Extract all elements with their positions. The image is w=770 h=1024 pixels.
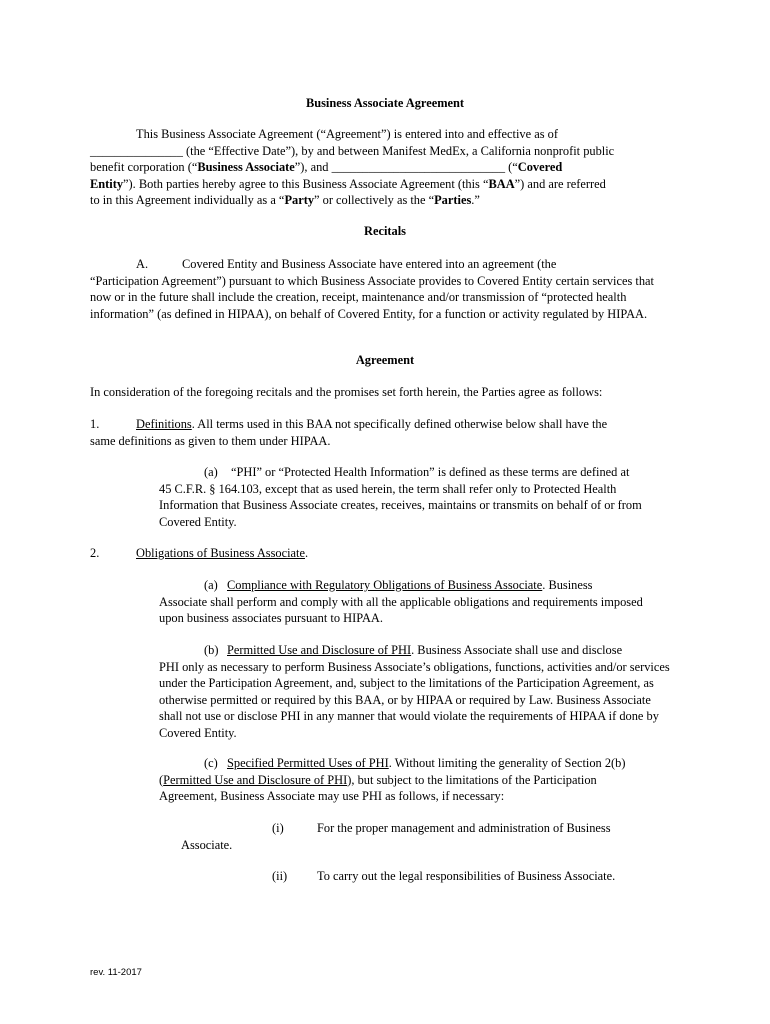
revision-footer: rev. 11-2017 [90, 967, 142, 978]
covered-entity-blank: ____________________________ [331, 160, 506, 174]
recitals-heading: Recitals [364, 224, 406, 238]
section-2-number: 2. [90, 546, 100, 560]
section-1-title: Definitions [136, 417, 192, 431]
recital-a-marker: A. [136, 257, 149, 271]
effective-date-blank: _______________ [90, 143, 183, 158]
document-page: Business Associate Agreement This Business Associate Agreement (“Agreement”) is entered into and effective as of _______________ (the “Effective Date”), by and between Manifest MedEx, a California nonprofit public benefit corporation (“Business Associate”), and ____________________________ (“Covered Entity”). Both parties hereby agree to this Business Associate Agreement (this “BAA”) and are referred to in this Agreement individually as a “Party” or collectively as the “Parties.” Recitals A. Covered Entity and Business Associate have entered into an agreement (the “Participation Agreement”) pursuant to which Business Associate provides to Covered Entity certain services that now or in the future shall include the creation, receipt, maintenance and/or transmission of “protected health information” (as defined in HIPAA), on behalf of Covered Entity, for a function or activity regulated by HIPAA. Agreement In consideration of the foregoing recitals and the promises set forth herein, the Parties agree as follows: 1. Definitions. All terms used in this BAA not specifically defined otherwise below shall have the same definitions as given to them under HIPAA. (a) “PHI” or “Protected Health Information” is defined as these terms are defined at 45 C.F.R. § 164.103, except that as used herein, the term shall refer only to Protected Health Information that Business Associate creates, receives, maintains or transmits on behalf of or from Covered Entity. 2. Obligations of Business Associate. (a) Compliance with Regulatory Obligations of Business Associate. Business Associate shall perform and comply with all the applicable obligations and requirements imposed upon business associates pursuant to HIPAA. (b) Permitted Use and Disclosure of PHI. Business Associate shall use and disclose PHI only as necessary to perform Business Associate’s obligations, functions, activities and/or services under the Participation Agreement, and, subject to the limitations of the Participation Agreement, as otherwise permitted or required by this BAA, or by HIPAA or required by Law. Business Associate shall not use or disclose PHI in any manner that would violate the requirements of HIPAA if done by Covered Entity. (c) Specified Permitted Uses of PHI. Without limiting the generality of Section 2(b) (Permitted Use and Disclosure of PHI), but subject to the limitations of the Participation Agreement, Business Associate may use PHI as follows, if necessary: (i) For the proper management and administration of Business Associate. (ii) To carry out the legal responsibilities of Business Associate. rev. 11-2017 [0, 0, 770, 1024]
document-title: Business Associate Agreement [305, 96, 465, 110]
agreement-heading: Agreement [355, 353, 415, 367]
section-1-number: 1. [90, 417, 100, 431]
agreement-lead: In consideration of the foregoing recitals and the promises set forth herein, the Parties agree as follows: [90, 385, 603, 399]
section-2-title: Obligations of Business Associate [136, 546, 305, 560]
